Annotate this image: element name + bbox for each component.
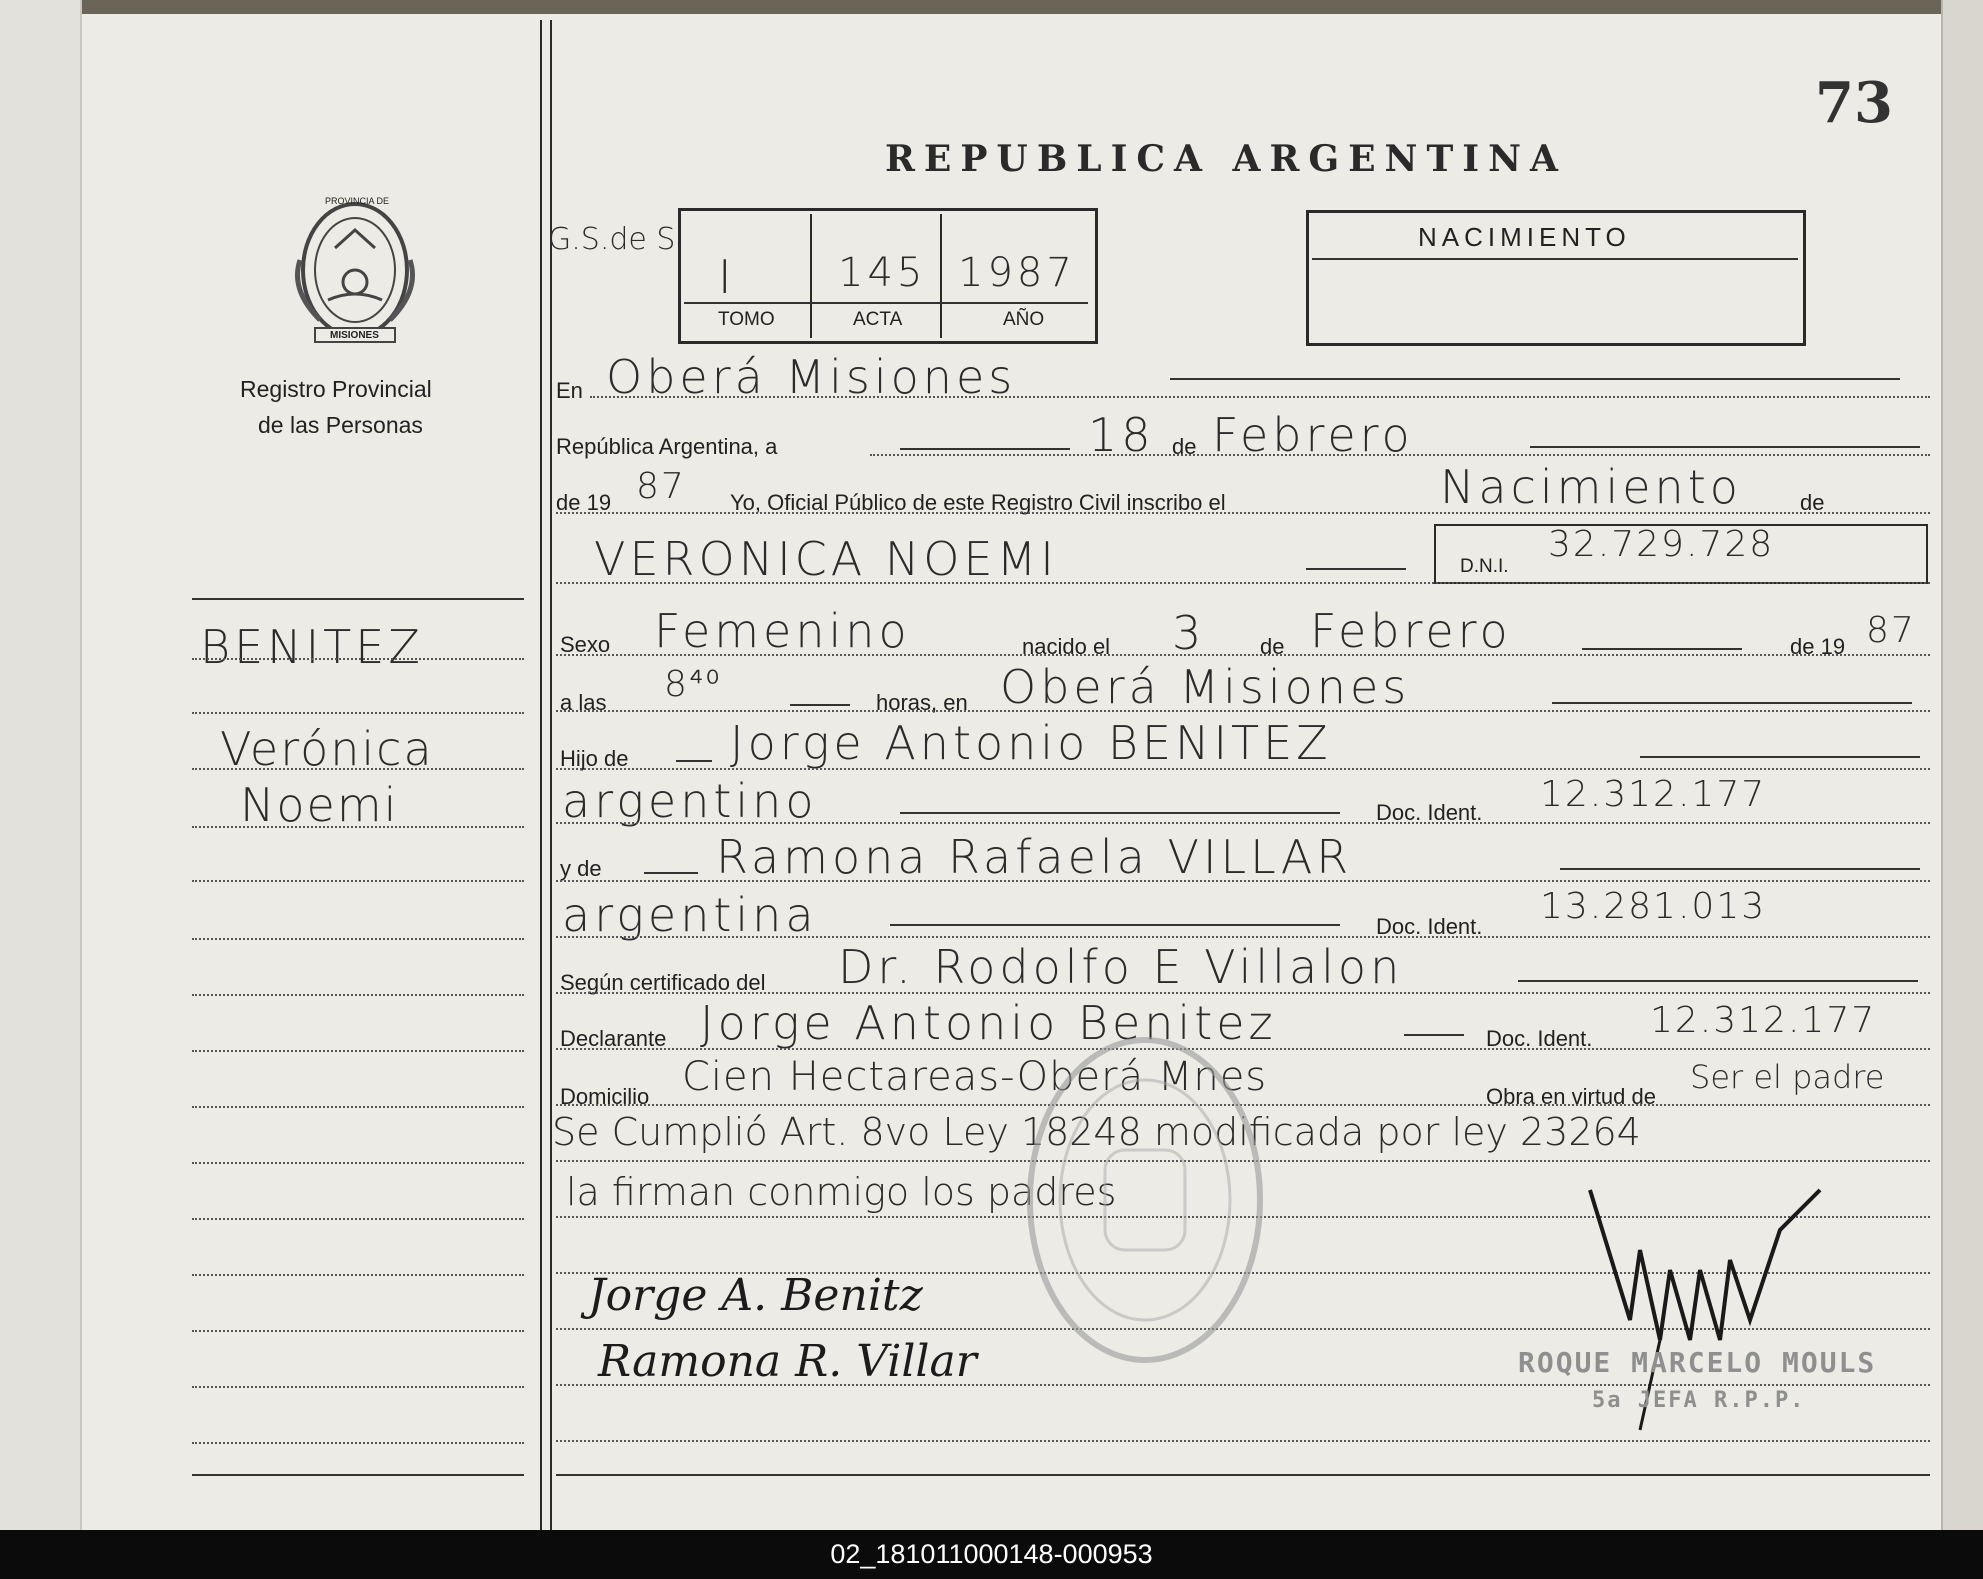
- page-top-edge: [0, 0, 1983, 14]
- bottom-rule: [556, 1474, 1930, 1476]
- line-fill: [1640, 756, 1920, 758]
- declarante-value: Jorge Antonio Benitez: [700, 996, 1277, 1050]
- line-fill: [1170, 378, 1900, 380]
- dotted-line: [556, 710, 1930, 712]
- margin-dotted-line: [192, 1330, 524, 1332]
- acta-label: ACTA: [853, 309, 903, 330]
- margin-dotted-line: [192, 1106, 524, 1108]
- provincial-seal-icon: [280, 190, 430, 350]
- dotted-line: [556, 992, 1930, 994]
- nacido-label: nacido el: [1022, 634, 1111, 659]
- margin-top-rule: [192, 598, 524, 600]
- dotted-line: [556, 654, 1930, 656]
- y-de-label: y de: [560, 856, 602, 881]
- obra-value: Ser el padre: [1690, 1058, 1885, 1096]
- en-value: Oberá Misiones: [606, 350, 1017, 404]
- line-fill: [1560, 868, 1920, 870]
- birth-month-value: Febrero: [1310, 604, 1512, 658]
- registry-stamp-icon: [1020, 1030, 1270, 1370]
- margin-dotted-line: [192, 1218, 524, 1220]
- registry-name-line1: Registro Provincial: [240, 376, 432, 402]
- declarante-label: Declarante: [560, 1026, 667, 1051]
- record-prefix-handwritten: G.S.de S.: [548, 222, 685, 257]
- de-label-3: de: [1260, 634, 1285, 659]
- full-name-value: VERONICA NOEMI: [594, 532, 1058, 586]
- margin-dotted-line: [192, 1162, 524, 1164]
- officer-stamp-name: ROQUE MARCELO MOULS: [1518, 1346, 1877, 1379]
- dotted-line: [556, 582, 1930, 584]
- page-number: 73: [1815, 70, 1893, 136]
- mother-nationality-value: argentina: [562, 888, 818, 942]
- doctor-value: Dr. Rodolfo E Villalon: [838, 940, 1404, 994]
- line-fill: [1552, 702, 1912, 704]
- mother-name-value: Ramona Rafaela VILLAR: [716, 830, 1353, 884]
- year-prefix-label: de 19: [556, 490, 612, 515]
- margin-dotted-line: [192, 994, 524, 996]
- line-fill: [900, 812, 1340, 814]
- obra-label: Obra en virtud de: [1486, 1084, 1656, 1109]
- father-signature: Jorge A. Benitz: [588, 1270, 923, 1321]
- margin-dotted-line: [192, 1050, 524, 1052]
- hour-value: 8⁴⁰: [664, 664, 722, 705]
- year-suffix-value: 87: [636, 466, 686, 507]
- margin-dotted-line: [192, 1442, 524, 1444]
- segun-label: Según certificado del: [560, 970, 766, 995]
- dni-value: 32.729.728: [1548, 524, 1775, 565]
- record-type-title: NACIMIENTO: [1418, 222, 1631, 252]
- image-code-footer: 02_181011000148-000953: [0, 1530, 1983, 1579]
- anio-label: AÑO: [1003, 309, 1045, 330]
- domicilio-label: Domicilio: [560, 1084, 650, 1109]
- line-fill: [676, 760, 712, 762]
- line-fill: [1306, 568, 1406, 570]
- dni-label: D.N.I.: [1460, 556, 1509, 577]
- margin-dotted-line: [192, 826, 524, 828]
- country-title: REPUBLICA ARGENTINA: [885, 138, 1567, 180]
- dotted-line: [556, 1440, 1930, 1442]
- mother-doc-value: 13.281.013: [1540, 886, 1767, 927]
- anio-value: 1987: [958, 250, 1076, 296]
- record-type-rule: [1312, 258, 1798, 260]
- margin-dotted-line: [192, 1274, 524, 1276]
- line-fill: [1582, 648, 1742, 650]
- margin-dotted-line: [192, 712, 524, 714]
- line-fill: [890, 924, 1340, 926]
- oficial-text: Yo, Oficial Público de este Registro Civil inscribo el: [730, 490, 1226, 515]
- dotted-line: [556, 512, 1930, 514]
- left-column-rule: [540, 20, 542, 1530]
- tomo-label: TOMO: [718, 309, 775, 330]
- line-fill: [1404, 1034, 1464, 1036]
- seal-text-top: PROVINCIA DE: [325, 196, 390, 206]
- declarante-doc-label: Doc. Ident.: [1486, 1026, 1593, 1051]
- margin-dotted-line: [192, 938, 524, 940]
- dotted-line: [870, 454, 1930, 456]
- horas-label: horas, en: [876, 690, 968, 715]
- margin-surname: BENITEZ: [200, 620, 424, 674]
- mother-doc-label: Doc. Ident.: [1376, 914, 1483, 939]
- page-left-edge: [0, 0, 82, 1530]
- father-nationality-value: argentino: [562, 774, 818, 828]
- margin-dotted-line: [192, 880, 524, 882]
- de-label-2: de: [1800, 490, 1825, 515]
- birth-year-prefix: de 19: [1790, 634, 1846, 659]
- a-las-label: a las: [560, 690, 607, 715]
- dotted-line: [556, 768, 1930, 770]
- event-value: Nacimiento: [1440, 460, 1742, 514]
- margin-dotted-line: [192, 1386, 524, 1388]
- sexo-value: Femenino: [654, 604, 911, 658]
- declarante-doc-value: 12.312.177: [1650, 1000, 1877, 1041]
- day-value: 18: [1088, 408, 1155, 462]
- record-ids-divider-2: [940, 214, 942, 338]
- mother-signature: Ramona R. Villar: [598, 1336, 977, 1387]
- dotted-line: [556, 822, 1930, 824]
- hijo-label: Hijo de: [560, 746, 629, 771]
- father-doc-label: Doc. Ident.: [1376, 800, 1483, 825]
- birth-place-value: Oberá Misiones: [1000, 660, 1411, 714]
- domicilio-value: Cien Hectareas-Oberá Mnes: [682, 1054, 1268, 1100]
- line-fill: [644, 872, 698, 874]
- line-fill: [1518, 980, 1918, 982]
- page-right-edge: [1941, 0, 1983, 1530]
- line-fill: [790, 704, 850, 706]
- month-value: Febrero: [1212, 408, 1414, 462]
- dotted-line: [590, 396, 1930, 398]
- father-doc-value: 12.312.177: [1540, 774, 1767, 815]
- birth-day-value: 3: [1172, 606, 1206, 660]
- line-fill: [1530, 446, 1920, 448]
- en-label: En: [556, 378, 583, 403]
- dotted-line: [556, 936, 1930, 938]
- sexo-label: Sexo: [560, 632, 611, 657]
- note-line-2: la firman conmigo los padres: [566, 1170, 1117, 1214]
- seal-text-bottom: MISIONES: [330, 330, 379, 341]
- line-fill: [900, 448, 1070, 450]
- margin-dotted-line: [192, 768, 524, 770]
- tomo-value: I: [718, 250, 736, 304]
- officer-stamp-title: 5a JEFA R.P.P.: [1592, 1388, 1806, 1413]
- father-name-value: Jorge Antonio BENITEZ: [730, 716, 1332, 770]
- record-ids-baseline: [684, 302, 1088, 304]
- acta-value: 145: [838, 250, 927, 296]
- registry-name-line2: de las Personas: [258, 412, 423, 438]
- birth-year-value: 87: [1866, 610, 1916, 651]
- dotted-line: [556, 880, 1930, 882]
- margin-given-name-1: Verónica: [220, 722, 434, 776]
- margin-bottom-rule: [192, 1474, 524, 1476]
- note-line-1: Se Cumplió Art. 8vo Ley 18248 modificada por ley 23264: [552, 1110, 1641, 1154]
- republica-label: República Argentina, a: [556, 434, 778, 459]
- de-label-1: de: [1172, 434, 1197, 459]
- margin-given-name-2: Noemi: [240, 778, 399, 832]
- record-ids-divider-1: [810, 214, 812, 338]
- margin-dotted-line: [192, 658, 524, 660]
